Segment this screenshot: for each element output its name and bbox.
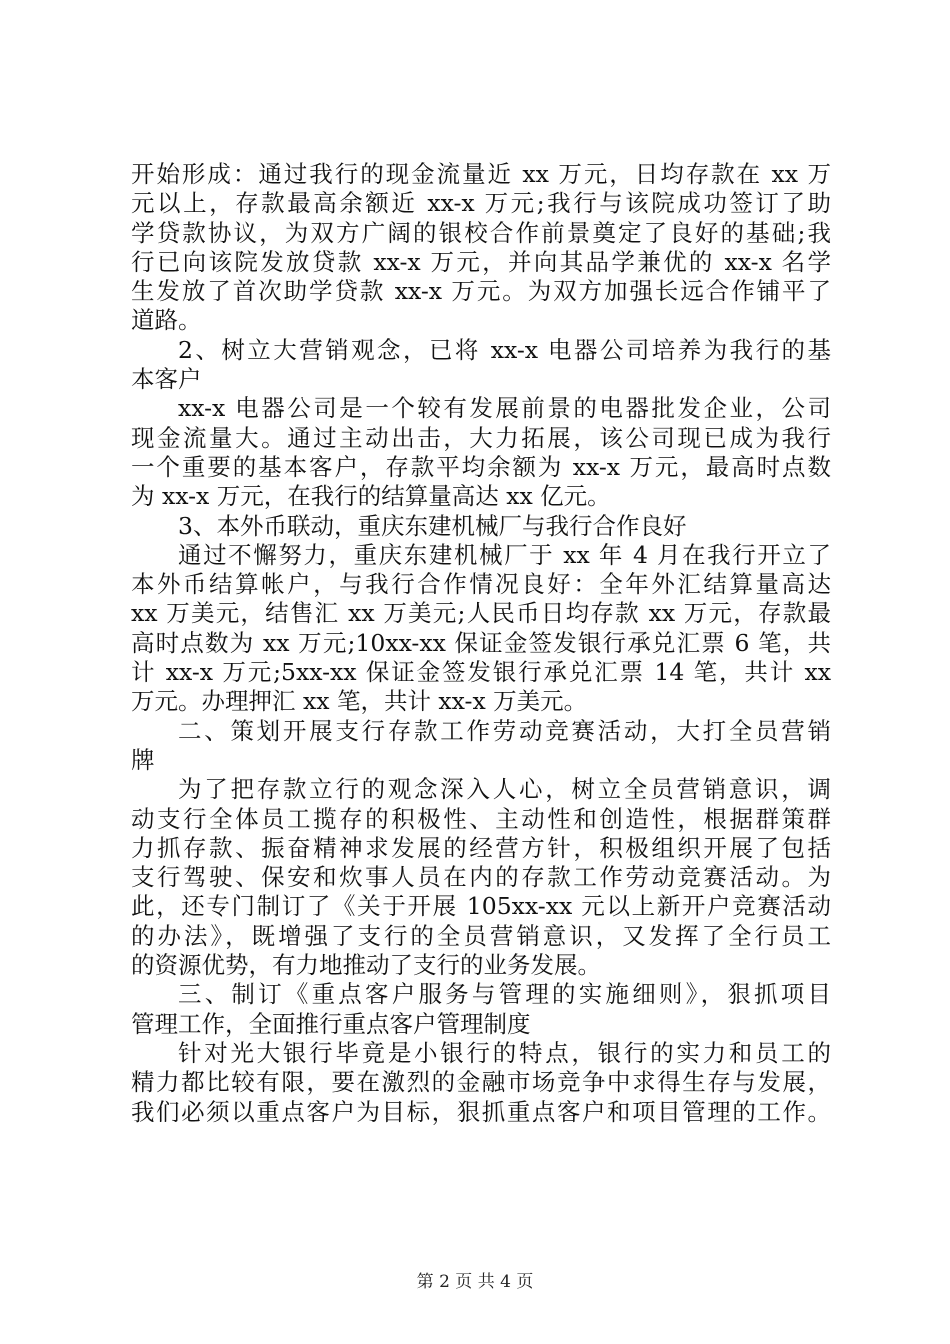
text-line: 动支行全体员工揽存的积极性、主动性和创造性，根据群策群 — [131, 804, 831, 833]
text-line: 行已向该院发放贷款 xx-x 万元，并向其品学兼优的 xx-x 名学 — [131, 247, 831, 276]
text-line: 支行驾驶、保安和炊事人员在内的存款工作劳动竞赛活动。为 — [131, 863, 831, 892]
text-line: 精力都比较有限，要在激烈的金融市场竞争中求得生存与发展， — [131, 1068, 831, 1097]
text-line: 万元。办理押汇 xx 笔，共计 xx-x 万美元。 — [131, 687, 588, 716]
text-line: 二、策划开展支行存款工作劳动竞赛活动，大打全员营销 — [178, 716, 831, 745]
text-line: 计 xx-x 万元;5xx-xx 保证金签发银行承兑汇票 14 笔，共计 xx — [131, 658, 831, 687]
text-line: 我们必须以重点客户为目标，狠抓重点客户和项目管理的工作。 — [131, 1097, 831, 1126]
text-line: 学贷款协议，为双方广阔的银校合作前景奠定了良好的基础;我 — [131, 218, 831, 247]
text-line: 现金流量大。通过主动出击，大力拓展，该公司现已成为我行 — [131, 423, 831, 452]
text-line: 此，还专门制订了《关于开展 105xx-xx 元以上新开户竞赛活动 — [131, 892, 831, 921]
text-line: 高时点数为 xx 万元;10xx-xx 保证金签发银行承兑汇票 6 笔，共 — [131, 628, 831, 657]
text-line: 开始形成：通过我行的现金流量近 xx 万元，日均存款在 xx 万 — [131, 160, 831, 188]
text-line: 力抓存款、振奋精神求发展的经营方针，积极组织开展了包括 — [131, 833, 831, 862]
text-line: 本客户 — [131, 365, 202, 394]
text-line: 道路。 — [131, 306, 202, 335]
text-line: 2、树立大营销观念，已将 xx-x 电器公司培养为我行的基 — [178, 335, 831, 364]
text-line: 本外币结算帐户，与我行合作情况良好：全年外汇结算量高达 — [131, 570, 831, 599]
page-number-label: 第 2 页 共 4 页 — [416, 1272, 534, 1292]
text-line: 的资源优势，有力地推动了支行的业务发展。 — [131, 951, 601, 980]
text-line: 管理工作，全面推行重点客户管理制度 — [131, 1009, 531, 1038]
text-line: 3、本外币联动，重庆东建机械厂与我行合作良好 — [178, 511, 687, 540]
text-line: xx-x 电器公司是一个较有发展前景的电器批发企业，公司 — [178, 394, 831, 423]
document-body — [131, 160, 831, 1127]
text-line: 针对光大银行毕竟是小银行的特点，银行的实力和员工的 — [178, 1038, 831, 1067]
text-line: 牌 — [131, 745, 155, 774]
text-line: 一个重要的基本客户，存款平均余额为 xx-x 万元，最高时点数 — [131, 452, 831, 481]
text-line: xx 万美元，结售汇 xx 万美元;人民币日均存款 xx 万元，存款最 — [131, 599, 831, 628]
text-line: 为了把存款立行的观念深入人心，树立全员营销意识，调 — [178, 775, 831, 804]
text-line: 通过不懈努力，重庆东建机械厂于 xx 年 4 月在我行开立了 — [178, 540, 831, 569]
text-line: 的办法》，既增强了支行的全员营销意识，又发挥了全行员工 — [131, 921, 831, 950]
text-line: 元以上，存款最高余额近 xx-x 万元;我行与该院成功签订了助 — [131, 189, 831, 218]
text-line: 生发放了首次助学贷款 xx-x 万元。为双方加强长远合作铺平了 — [131, 277, 831, 306]
page-footer — [0, 1272, 950, 1292]
text-line: 为 xx-x 万元，在我行的结算量高达 xx 亿元。 — [131, 482, 611, 511]
text-line: 三、制订《重点客户服务与管理的实施细则》，狠抓项目 — [178, 980, 831, 1009]
